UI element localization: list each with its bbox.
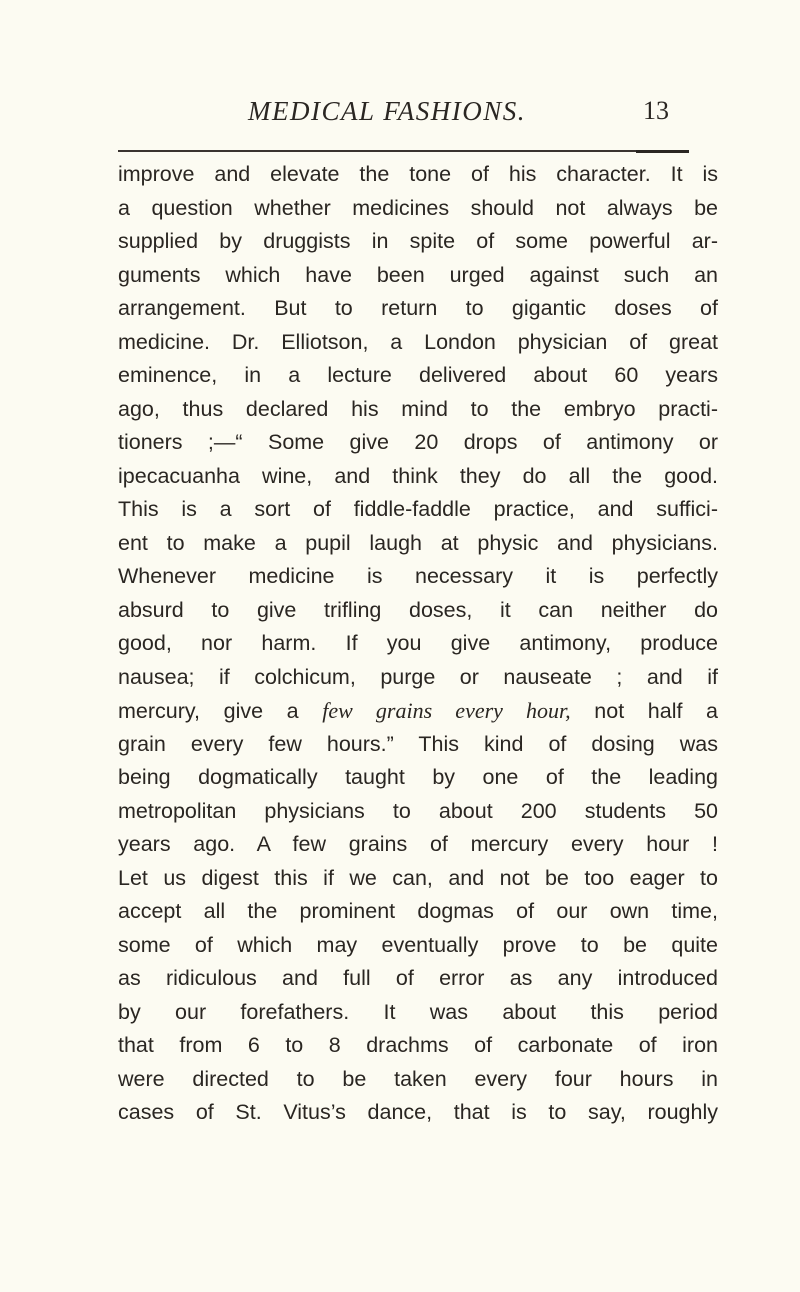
running-head <box>0 96 800 136</box>
text-line: as ridiculous and full of error as any introduced <box>118 966 718 990</box>
text-line: by our forefathers. It was about this period <box>118 999 718 1024</box>
text-line: ago, thus declared his mind to the embryo practi- <box>118 396 718 421</box>
body-text <box>118 158 718 1130</box>
text-line: eminence, in a lecture delivered about 60 years <box>118 363 718 387</box>
text-line: medicine. Dr. Elliotson, a London physician of great <box>118 329 718 354</box>
text-line: metropolitan physicians to about 200 students 50 <box>118 798 718 823</box>
text-line: grain every few hours.” This kind of dosing was <box>118 731 718 756</box>
running-title: MEDICAL FASHIONS. <box>248 96 527 126</box>
text-line: Whenever medicine is necessary it is perfectly <box>118 564 718 588</box>
text-line: guments which have been urged against such an <box>118 262 718 287</box>
italic-emphasis: few grains every hour, <box>322 698 571 723</box>
text-line: Let us digest this if we can, and not be too eager to <box>118 865 718 890</box>
text-line: ent to make a pupil laugh at physic and physicians. <box>118 530 718 555</box>
text-line: accept all the prominent dogmas of our own time, <box>118 899 718 923</box>
text-line: a question whether medicines should not always be <box>118 195 718 220</box>
text-line: nausea; if colchicum, purge or nauseate ; and if <box>118 664 718 689</box>
text-line-with-italic <box>118 694 718 728</box>
line-segment: not half a <box>570 699 719 723</box>
text-line: that from 6 to 8 drachms of carbonate of iron <box>118 1033 718 1057</box>
line-segment: mercury, give a <box>118 699 323 723</box>
text-line: improve and elevate the tone of his character. It is <box>118 162 718 186</box>
text-line: supplied by druggists in spite of some powerful ar- <box>118 229 718 253</box>
text-line: absurd to give trifling doses, it can neither do <box>118 597 718 622</box>
text-line: some of which may eventually prove to be quite <box>118 932 718 957</box>
text-line: good, nor harm. If you give antimony, produce <box>118 631 718 655</box>
text-line: ipecacuanha wine, and think they do all the good. <box>118 463 718 488</box>
text-line: were directed to be taken every four hours in <box>118 1066 718 1091</box>
text-line: cases of St. Vitus’s dance, that is to say, roughly <box>118 1100 718 1124</box>
text-line: This is a sort of fiddle-faddle practice, and suffici- <box>118 497 718 521</box>
header-rule <box>118 150 689 152</box>
text-line: tioners ;—“ Some give 20 drops of antimony or <box>118 430 718 454</box>
header-rule-accent <box>636 150 689 153</box>
text-line: arrangement. But to return to gigantic doses of <box>118 296 718 320</box>
text-line: being dogmatically taught by one of the leading <box>118 765 718 789</box>
page-number: 13 <box>643 96 669 125</box>
text-line: years ago. A few grains of mercury every hour ! <box>118 832 718 856</box>
